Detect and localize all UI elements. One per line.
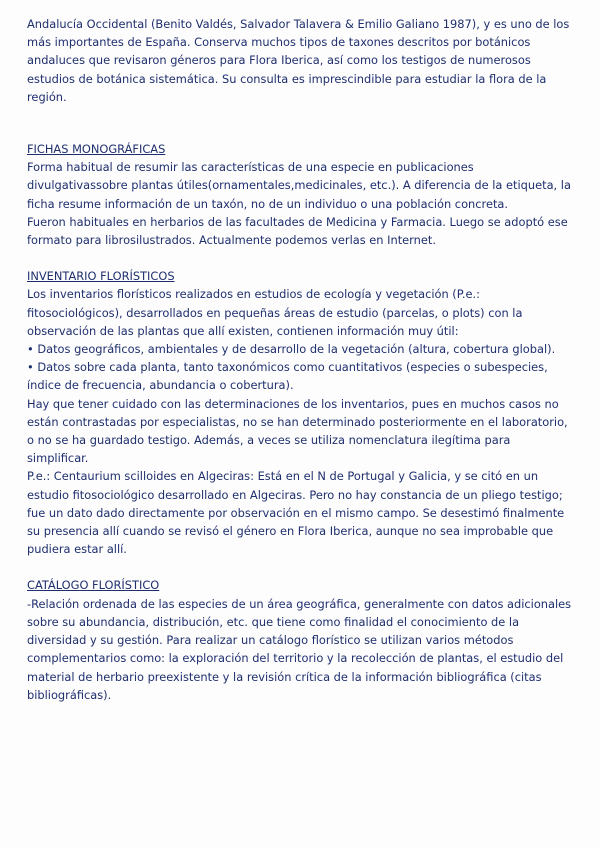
fichas-paragraph-2: Fueron habituales en herbarios de las facultades de Medicina y Farmacia. Luego se adoptó ese formato para librosilustrados. Actualmente podemos verlas en Internet. <box>27 214 568 248</box>
fichas-paragraph-1: Forma habitual de resumir las características de una especie en publicaciones divulgativassobre plantas útiles(ornamentales,medicinales, etc.). A diferencia de la etiqueta, la ficha resume información de un taxón, no de un individuo o una población concreta. <box>27 160 571 211</box>
catalogo-heading: CATÁLOGO FLORÍSTICO <box>27 578 160 593</box>
intro-paragraph: Andalucía Occidental (Benito Valdés, Salvador Talavera & Emilio Galiano 1987), y es uno de los más importantes de España. Conserva muchos tipos de taxones descritos por botánicos andaluces que revisaron géneros para Flora Iberica, así como los testigos de numerosos estudios de botánica sistemática. Su consulta es imprescindible para estudiar la flora de la región. <box>27 17 570 104</box>
document-page <box>27 15 572 704</box>
catalogo-paragraph-1: -Relación ordenada de las especies de un área geográfica, generalmente con datos adicionales sobre su abundancia, distribución, etc. que tiene como finalidad el conocimiento de la diversidad y su gestión. Para realizar un catálogo florístico se utilizan varios métodos complementarios como: la exploración del territorio y la recolección de plantas, el estudio del material de herbario preexistente y la revisión crítica de la información bibliográfica (citas bibliográficas). <box>27 596 572 702</box>
spacer <box>27 106 572 140</box>
inventario-bullet-1: • Datos geográficos, ambientales y de desarrollo de la vegetación (altura, cobertura global). <box>27 342 556 357</box>
fichas-heading: FICHAS MONOGRÁFICAS <box>27 142 166 157</box>
inventario-heading: INVENTARIO FLORÍSTICOS <box>27 269 175 284</box>
inventario-paragraph-3: P.e.: Centaurium scilloides en Algeciras: Está en el N de Portugal y Galicia, y se citó en un estudio fitosociológico desarrollado en Algeciras. Pero no hay constancia de un pliego testigo; fue un dato dado directamente por observación en el mismo campo. Se desestimó finalmente su presencia allí cuando se revisó el género en Flora Iberica, aunque no sea improbable que pudiera estar allí. <box>27 469 565 557</box>
inventario-bullet-2: • Datos sobre cada planta, tanto taxonómicos como cuantitativos (especies o subespecies, índice de frecuencia, abundancia o cobertura). <box>27 360 548 393</box>
spacer <box>27 558 572 576</box>
inventario-paragraph-2: Hay que tener cuidado con las determinaciones de los inventarios, pues en muchos casos no están contrastadas por especialistas, no se han determinado posteriormente en el laboratorio, o no se ha guardado testigo. Además, a veces se utiliza nomenclatura ilegítima para simplificar. <box>27 396 568 466</box>
inventario-paragraph-1: Los inventarios florísticos realizados en estudios de ecología y vegetación (P.e.: fitosociológicos), desarrollados en pequeñas áreas de estudio (parcelas, o plots) con la observación de las plantas que allí existen, contienen información muy útil: <box>27 287 523 338</box>
spacer <box>27 249 572 267</box>
